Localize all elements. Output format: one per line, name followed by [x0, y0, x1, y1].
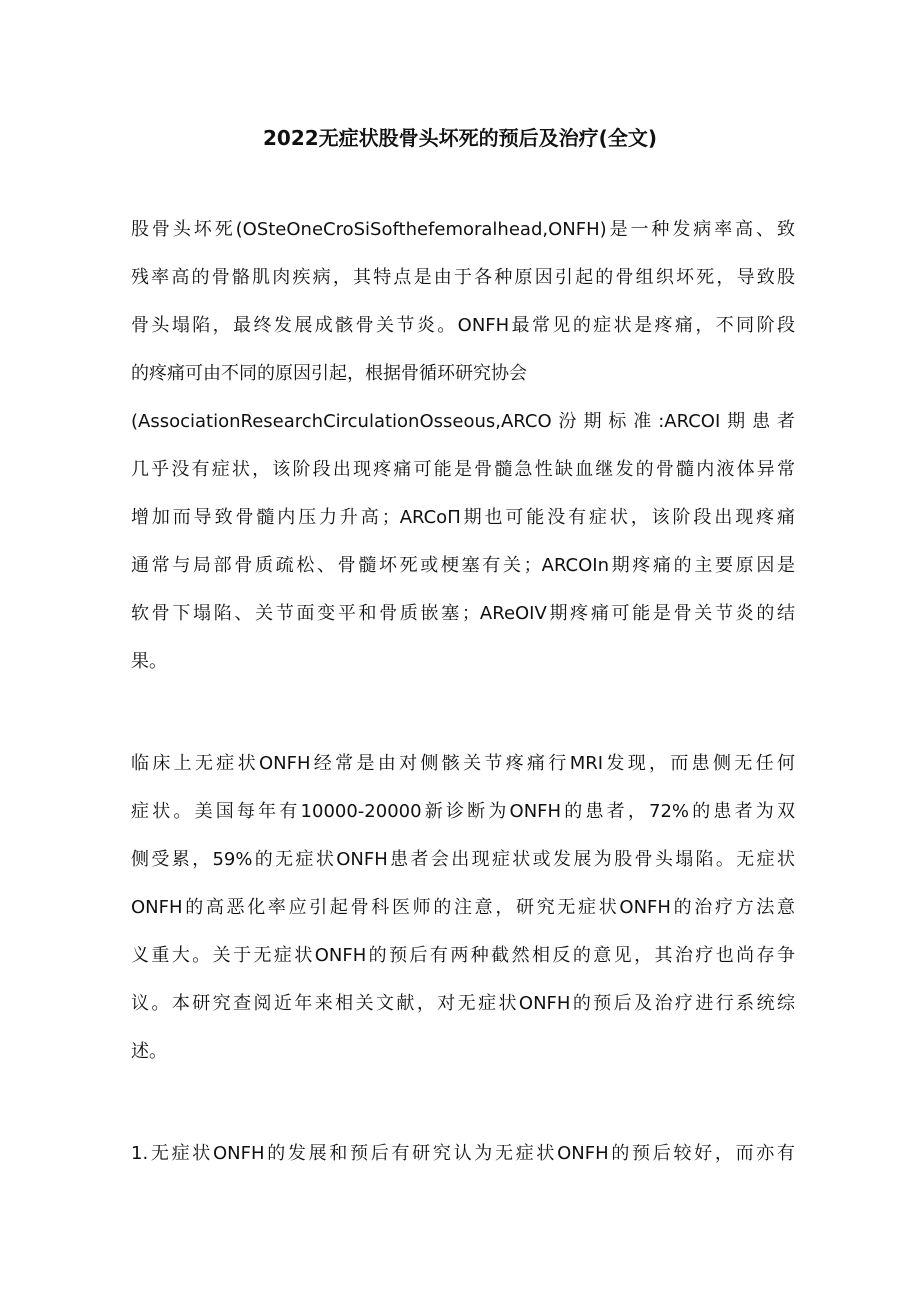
paragraph-line: 议。本研究查阅近年来相关文献，对无症状ONFH的预后及治疗进行系统综 [131, 993, 795, 1014]
paragraph-line: 几乎没有症状，该阶段出现疼痛可能是骨髓急性缺血继发的骨髓内液体异常 [131, 459, 795, 480]
paragraph-line: 义重大。关于无症状ONFH的预后有两种截然相反的意见，其治疗也尚存争 [131, 945, 795, 966]
paragraph-line: 侧受累，59%的无症状ONFH患者会出现症状或发展为股骨头塌陷。无症状 [131, 849, 795, 870]
paragraph-line: ONFH的高恶化率应引起骨科医师的注意，研究无症状ONFH的治疗方法意 [131, 897, 795, 918]
paragraph-line: 骨头塌陷，最终发展成骸骨关节炎。ONFH最常见的症状是疼痛，不同阶段 [131, 315, 795, 336]
paragraph-line: 股骨头坏死(OSteOneCroSiSofthefemoralhead,ONFH)是一种发病率高、致 [131, 219, 795, 240]
paragraph-2 [131, 740, 795, 1076]
paragraph-3 [131, 1130, 795, 1178]
paragraph-1 [131, 206, 795, 686]
paragraph-line: 临床上无症状ONFH经常是由对侧骸关节疼痛行MRI发现，而患侧无任何 [131, 753, 795, 774]
paragraph-line: 述。 [131, 1041, 167, 1062]
document-title: 2022无症状股骨头坏死的预后及治疗(全文) [263, 126, 657, 150]
paragraph-line: 果。 [131, 651, 167, 672]
paragraph-line: 症状。美国每年有10000-20000新诊断为ONFH的患者，72%的患者为双 [131, 801, 795, 822]
paragraph-line: 的疼痛可由不同的原因引起，根据骨循环研究协会 [131, 363, 527, 384]
paragraph-line: (AssociationResearchCirculationOsseous,ARCO汾期标准:ARCOI期患者 [131, 411, 795, 432]
paragraph-line: 残率高的骨骼肌肉疾病，其特点是由于各种原因引起的骨组织坏死，导致股 [131, 267, 795, 288]
paragraph-line: 1.无症状ONFH的发展和预后有研究认为无症状ONFH的预后较好，而亦有 [131, 1143, 795, 1164]
paragraph-line: 软骨下塌陷、关节面变平和骨质嵌塞；AReOIV期疼痛可能是骨关节炎的结 [131, 603, 795, 624]
paragraph-line: 增加而导致骨髓内压力升高；ARCoΠ期也可能没有症状，该阶段出现疼痛 [131, 507, 795, 528]
paragraph-line: 通常与局部骨质疏松、骨髓坏死或梗塞有关；ARCOIn期疼痛的主要原因是 [131, 555, 795, 576]
